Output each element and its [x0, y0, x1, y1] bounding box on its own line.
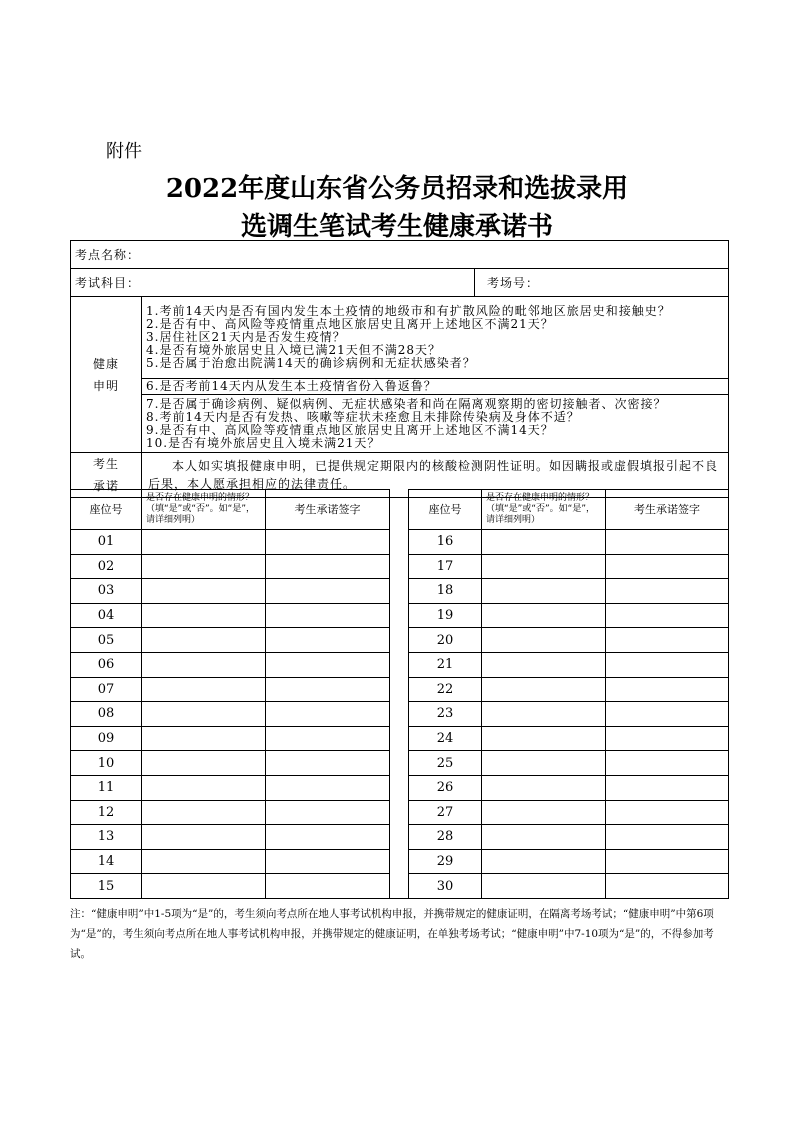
declaration-item: 7.是否属于确诊病例、疑似病例、无症状感染者和尚在隔离观察期的密切接触者、次密接？	[146, 396, 667, 411]
attachment-label: 附件	[106, 141, 142, 162]
declaration-form	[70, 240, 729, 498]
seat-number: 29	[409, 849, 482, 874]
page-title-line1: 2022年度山东省公务员招录和选拔录用	[165, 174, 629, 204]
seat-number: 10	[71, 751, 142, 776]
signature-cell[interactable]	[266, 775, 390, 800]
signature-cell[interactable]	[266, 702, 390, 727]
seat-number: 13	[71, 825, 142, 850]
status-cell[interactable]	[142, 775, 266, 800]
column-gap	[390, 628, 409, 653]
status-cell[interactable]	[482, 628, 606, 653]
signature-header-left: 考生承诺签字	[266, 490, 390, 530]
status-cell[interactable]	[482, 603, 606, 628]
declaration-item: 3.居住社区21天内是否发生疫情？	[146, 330, 346, 344]
status-cell[interactable]	[142, 825, 266, 850]
signature-cell[interactable]	[606, 825, 729, 850]
signature-cell[interactable]	[266, 849, 390, 874]
signature-cell[interactable]	[266, 800, 390, 825]
signature-cell[interactable]	[606, 579, 729, 604]
signature-cell[interactable]	[266, 603, 390, 628]
seat-header-right: 座位号	[409, 490, 482, 530]
seat-number: 02	[71, 554, 142, 579]
seat-number: 15	[71, 874, 142, 899]
declaration-group-2	[142, 379, 729, 395]
seat-number: 09	[71, 726, 142, 751]
column-gap	[390, 603, 409, 628]
signature-cell[interactable]	[266, 677, 390, 702]
status-cell[interactable]	[482, 800, 606, 825]
column-gap	[390, 702, 409, 727]
signature-cell[interactable]	[606, 775, 729, 800]
seat-number: 24	[409, 726, 482, 751]
table-row	[71, 751, 729, 776]
status-header-left: 是否存在健康申明的情形？（填“是”或“否”。如“是”，请详细列明）	[142, 490, 266, 530]
status-cell[interactable]	[142, 603, 266, 628]
signature-cell[interactable]	[606, 554, 729, 579]
column-gap	[390, 849, 409, 874]
status-cell[interactable]	[142, 628, 266, 653]
column-gap	[390, 652, 409, 677]
signature-cell[interactable]	[606, 726, 729, 751]
declaration-item: 9.是否有中、高风险等疫情重点地区旅居史且离开上述地区不满14天？	[146, 422, 554, 437]
seat-number: 11	[71, 775, 142, 800]
table-row	[71, 874, 729, 899]
status-header-right: 是否存在健康申明的情形？（填“是”或“否”。如“是”，请详细列明）	[482, 490, 606, 530]
declaration-group-1	[142, 297, 729, 379]
signature-cell[interactable]	[606, 800, 729, 825]
seat-number: 08	[71, 702, 142, 727]
status-cell[interactable]	[142, 530, 266, 555]
signature-cell[interactable]	[266, 530, 390, 555]
seat-number: 27	[409, 800, 482, 825]
signature-cell[interactable]	[606, 751, 729, 776]
exam-subject-label: 考试科目：	[75, 276, 141, 290]
seat-number: 19	[409, 603, 482, 628]
table-row	[71, 825, 729, 850]
seat-number: 12	[71, 800, 142, 825]
column-gap	[390, 490, 409, 530]
status-cell[interactable]	[142, 702, 266, 727]
declaration-group-3	[142, 395, 729, 453]
declaration-item: 2.是否有中、高风险等疫情重点地区旅居史且离开上述地区不满21天？	[146, 317, 554, 331]
column-gap	[390, 874, 409, 899]
status-cell[interactable]	[142, 677, 266, 702]
seat-number: 17	[409, 554, 482, 579]
column-gap	[390, 751, 409, 776]
signature-cell[interactable]	[606, 702, 729, 727]
seat-number: 22	[409, 677, 482, 702]
promise-label: 考生承诺	[71, 453, 142, 498]
seat-number: 30	[409, 874, 482, 899]
status-cell[interactable]	[142, 579, 266, 604]
column-gap	[390, 800, 409, 825]
signature-cell[interactable]	[266, 554, 390, 579]
signature-cell[interactable]	[266, 751, 390, 776]
status-cell[interactable]	[482, 530, 606, 555]
table-row	[71, 530, 729, 555]
status-cell[interactable]	[142, 874, 266, 899]
signature-cell[interactable]	[266, 825, 390, 850]
signature-cell[interactable]	[266, 628, 390, 653]
seat-number: 23	[409, 702, 482, 727]
status-cell[interactable]	[142, 800, 266, 825]
status-cell[interactable]	[482, 751, 606, 776]
column-gap	[390, 825, 409, 850]
status-cell[interactable]	[482, 874, 606, 899]
table-row	[71, 849, 729, 874]
promise-text: 本人如实填报健康申明，已提供规定期限内的核酸检测阴性证明。如因瞒报或虚假填报引起不良后果，本人愿承担相应的法律责任。	[142, 453, 729, 498]
signature-header-right: 考生承诺签字	[606, 490, 729, 530]
footnote: 注：“健康申明”中1-5项为“是”的，考生须向考点所在地人事考试机构申报，并携带规定的健康证明，在隔离考场考试；“健康申明”中第6项为“是”的，考生须向考点所在地人事考试机构申报，并携带规定的健康证明，在单独考场考试；“健康申明”中7-10项为“是”的，不得参加考试。	[70, 908, 714, 960]
seat-number: 07	[71, 677, 142, 702]
exam-site-label: 考点名称：	[75, 248, 141, 262]
signature-cell[interactable]	[266, 726, 390, 751]
seat-number: 18	[409, 579, 482, 604]
table-row	[71, 800, 729, 825]
signature-cell[interactable]	[606, 603, 729, 628]
column-gap	[390, 726, 409, 751]
table-row	[71, 677, 729, 702]
column-gap	[390, 579, 409, 604]
seat-number: 25	[409, 751, 482, 776]
seat-number: 06	[71, 652, 142, 677]
status-cell[interactable]	[482, 652, 606, 677]
status-cell[interactable]	[482, 726, 606, 751]
seat-number: 04	[71, 603, 142, 628]
seat-number: 21	[409, 652, 482, 677]
signature-cell[interactable]	[606, 530, 729, 555]
exam-room-label: 考场号：	[487, 276, 540, 290]
table-row	[71, 579, 729, 604]
status-cell[interactable]	[142, 751, 266, 776]
exam-subject-field[interactable]	[71, 269, 475, 297]
seat-number: 20	[409, 628, 482, 653]
column-gap	[390, 775, 409, 800]
signature-cell[interactable]	[606, 652, 729, 677]
table-row	[71, 603, 729, 628]
signature-cell[interactable]	[606, 628, 729, 653]
signature-cell[interactable]	[266, 652, 390, 677]
status-cell[interactable]	[482, 825, 606, 850]
exam-room-field[interactable]	[475, 269, 729, 297]
page-title-line2: 选调生笔试考生健康承诺书	[240, 212, 553, 242]
column-gap	[390, 677, 409, 702]
seat-number: 03	[71, 579, 142, 604]
seat-header-left: 座位号	[71, 490, 142, 530]
seat-number: 28	[409, 825, 482, 850]
status-cell[interactable]	[142, 554, 266, 579]
seat-number: 05	[71, 628, 142, 653]
status-cell[interactable]	[142, 849, 266, 874]
table-row	[71, 702, 729, 727]
declaration-item: 6.是否考前14天内从发生本土疫情省份入鲁返鲁？	[146, 379, 437, 393]
seat-number: 26	[409, 775, 482, 800]
signature-cell[interactable]	[606, 677, 729, 702]
status-cell[interactable]	[482, 554, 606, 579]
table-row	[71, 554, 729, 579]
declaration-item: 10.是否有境外旅居史且入境未满21天？	[146, 435, 381, 450]
column-gap	[390, 554, 409, 579]
signature-cell[interactable]	[606, 874, 729, 899]
column-gap	[390, 530, 409, 555]
seat-table	[70, 489, 729, 899]
status-cell[interactable]	[142, 726, 266, 751]
table-row	[71, 652, 729, 677]
status-cell[interactable]	[482, 677, 606, 702]
signature-cell[interactable]	[266, 874, 390, 899]
exam-site-field[interactable]	[71, 241, 729, 269]
status-cell[interactable]	[482, 775, 606, 800]
table-row	[71, 726, 729, 751]
declaration-item: 5.是否属于治愈出院满14天的确诊病例和无症状感染者？	[146, 356, 476, 370]
status-cell[interactable]	[482, 702, 606, 727]
table-row	[71, 628, 729, 653]
seat-number: 14	[71, 849, 142, 874]
seat-number: 16	[409, 530, 482, 555]
status-cell[interactable]	[482, 579, 606, 604]
seat-number: 01	[71, 530, 142, 555]
declaration-item: 4.是否有境外旅居史且入境已满21天但不满28天？	[146, 343, 441, 357]
status-cell[interactable]	[142, 652, 266, 677]
status-cell[interactable]	[482, 849, 606, 874]
signature-cell[interactable]	[266, 579, 390, 604]
signature-cell[interactable]	[606, 849, 729, 874]
declaration-item: 1.考前14天内是否有国内发生本土疫情的地级市和有扩散风险的毗邻地区旅居史和接触史？	[146, 304, 671, 318]
health-declaration-label: 健康申明	[71, 297, 142, 453]
table-row	[71, 775, 729, 800]
declaration-item: 8.考前14天内是否有发热、咳嗽等症状未痊愈且未排除传染病及身体不适？	[146, 409, 580, 424]
